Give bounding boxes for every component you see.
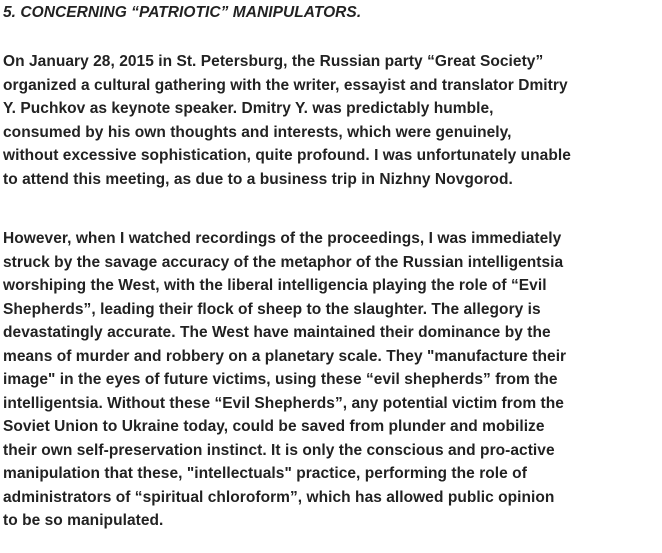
paragraph-line: to attend this meeting, as due to a business trip in Nizhny Novgorod. (3, 170, 513, 188)
paragraph-1 (3, 50, 662, 191)
paragraph-line: However, when I watched recordings of the proceedings, I was immediately (3, 230, 562, 247)
paragraph-2 (3, 227, 662, 533)
paragraph-line: Y. Puchkov as keynote speaker. Dmitry Y. was predictably humble, (3, 100, 494, 117)
paragraph-line: intelligentsia. Without these “Evil Shepherds”, any potential victim from the (3, 394, 564, 412)
paragraph-line: their own self-preservation instinct. It is only the conscious and pro-active (3, 441, 555, 459)
paragraph-line: without excessive sophistication, quite profound. I was unfortunately unable (3, 147, 571, 164)
section-heading: 5. CONCERNING “PATRIOTIC” MANIPULATORS. (3, 4, 362, 21)
paragraph-line: struck by the savage accuracy of the metaphor of the Russian intelligentsia (3, 253, 564, 271)
article (3, 0, 662, 529)
paragraph-line: consumed by his own thoughts and interests, which were genuinely, (3, 123, 512, 141)
paragraph-line: Shepherds”, leading their flock of sheep to the slaughter. The allegory is (3, 300, 541, 318)
paragraph-line: Soviet Union to Ukraine today, could be saved from plunder and mobilize (3, 418, 545, 435)
paragraph-line: worshiping the West, with the liberal intelligencia playing the role of “Evil (3, 277, 547, 294)
paragraph-line: means of murder and robbery on a planetary scale. They "manufacture their (3, 347, 567, 365)
paragraph-line: On January 28, 2015 in St. Petersburg, the Russian party “Great Society” (3, 53, 544, 70)
paragraph-line: organized a cultural gathering with the writer, essayist and translator Dmitry (3, 76, 568, 94)
paragraph-line: to be so manipulated. (3, 512, 164, 529)
paragraph-line: manipulation that these, "intellectuals" practice, performing the role of (3, 465, 527, 482)
paragraph-line: administrators of “spiritual chloroform”, which has allowed public opinion (3, 488, 555, 506)
paragraph-line: devastatingly accurate. The West have maintained their dominance by the (3, 324, 551, 341)
paragraph-line: image" in the eyes of future victims, using these “evil shepherds” from the (3, 371, 558, 388)
